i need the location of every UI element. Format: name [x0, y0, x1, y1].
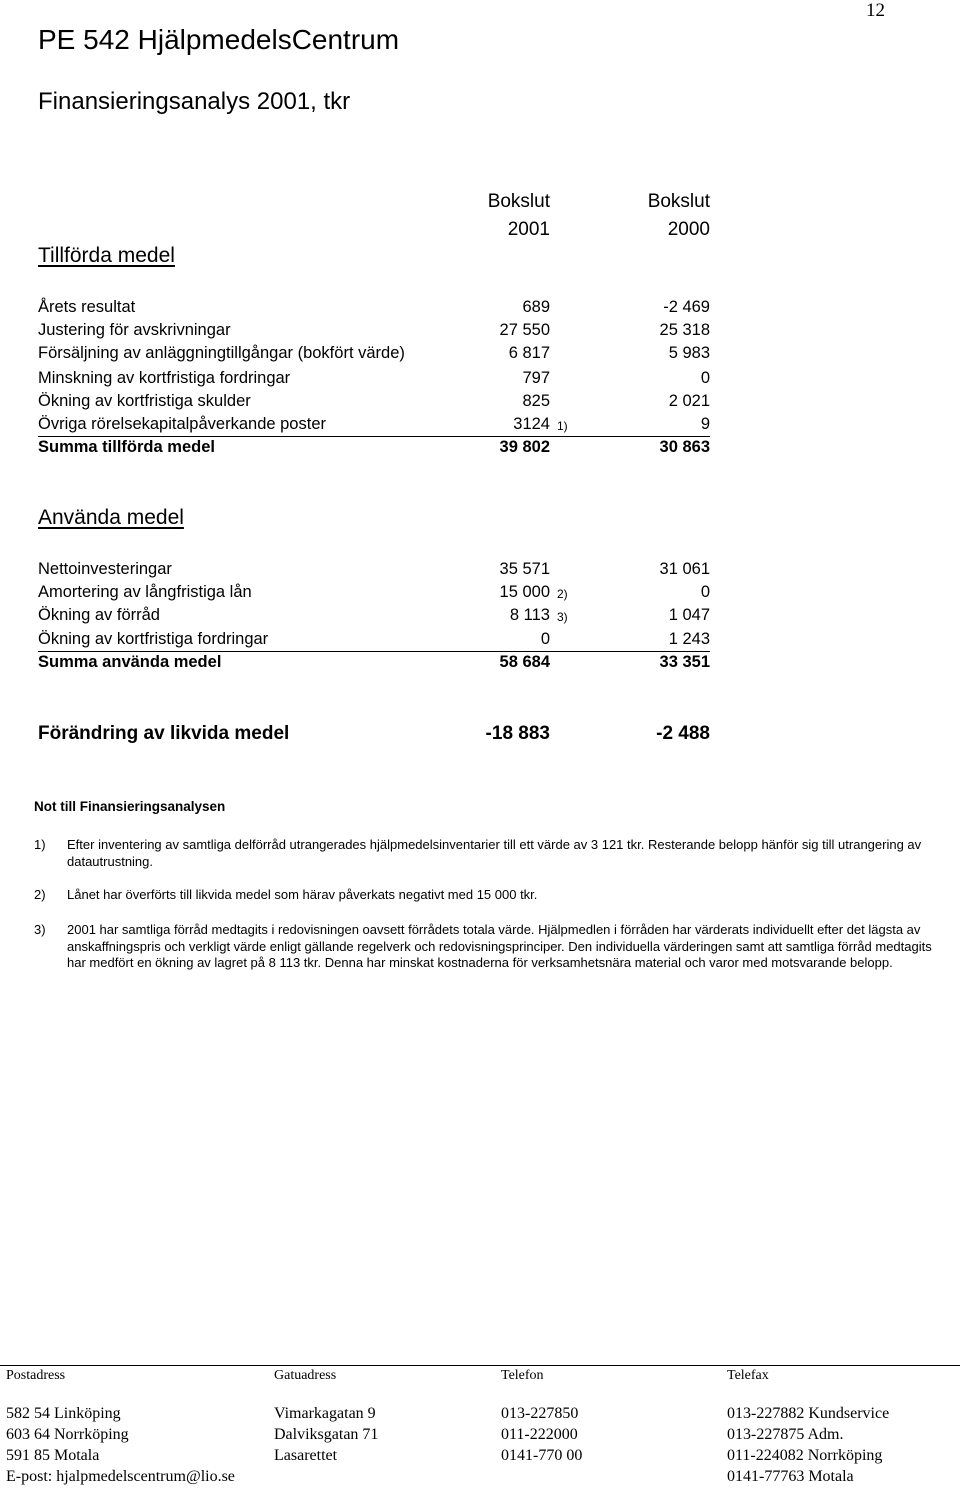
- note-text: Lånet har överförts till likvida medel som härav påverkats negativt med 15 000 tkr.: [67, 887, 538, 902]
- change-row-label: Förändring av likvida medel: [38, 723, 290, 744]
- column-header-2001-line1: Bokslut: [487, 191, 550, 212]
- notes-title: Not till Finansieringsanalysen: [34, 799, 226, 814]
- footer-header-telefon: Telefon: [501, 1368, 544, 1383]
- footer-telefax: 011-224082 Norrköping: [727, 1447, 883, 1464]
- page-title: PE 542 HjälpmedelsCentrum: [38, 24, 400, 55]
- footer-header-gatuadress: Gatuadress: [274, 1368, 337, 1383]
- table-cell-2001: 8 113: [509, 606, 550, 624]
- table-cell-2000: -2 469: [663, 298, 710, 316]
- footer-gatuadress: Vimarkagatan 9: [274, 1405, 376, 1422]
- note-number: 2): [34, 887, 46, 902]
- footer-gatuadress: Dalviksgatan 71: [274, 1426, 379, 1443]
- table-row-label: Minskning av kortfristiga fordringar: [38, 369, 291, 387]
- sum-row-label: Summa tillförda medel: [38, 438, 215, 456]
- footnote-marker: 3): [557, 610, 568, 624]
- footer-postadress: 603 64 Norrköping: [6, 1426, 129, 1443]
- table-cell-2001: 27 550: [499, 321, 550, 339]
- sum-row-label: Summa använda medel: [38, 653, 222, 671]
- sum-cell-2001: 39 802: [499, 438, 550, 456]
- table-row-label: Ökning av förråd: [38, 606, 160, 624]
- sum-cell-2001: 58 684: [499, 653, 550, 671]
- footer-telefon: 011-222000: [501, 1426, 578, 1443]
- footer-header-telefax: Telefax: [727, 1368, 769, 1383]
- note-number: 3): [34, 922, 46, 937]
- table-cell-2001: 6 817: [508, 344, 550, 362]
- table-cell-2000: 0: [700, 369, 710, 387]
- table-row-label: Övriga rörelsekapitalpåverkande poster: [38, 415, 326, 433]
- table-row-label: Försäljning av anläggningtillgångar (bokfört värde): [38, 344, 405, 362]
- table-cell-2001: 689: [522, 298, 550, 316]
- sum-divider: [38, 436, 710, 437]
- footnote-marker: 2): [557, 587, 568, 601]
- table-row-label: Amortering av långfristiga lån: [38, 583, 252, 601]
- footer-header-postadress: Postadress: [6, 1368, 66, 1383]
- sum-divider: [38, 651, 710, 652]
- table-cell-2000: 9: [700, 415, 710, 433]
- note-text: Efter inventering av samtliga delförråd utrangerades hjälpmedelsinventarier till ett värde av 3 121 tkr. Resterande belopp hänför sig till utrangering av datautrustning.: [67, 837, 922, 869]
- sum-cell-2000: 33 351: [659, 653, 710, 671]
- table-cell-2000: 0: [700, 583, 710, 601]
- footer-gatuadress: Lasarettet: [274, 1447, 338, 1464]
- footer-email-link[interactable]: E-post: hjalpmedelscentrum@lio.se: [6, 1468, 235, 1485]
- table-row-label: Justering för avskrivningar: [38, 321, 231, 339]
- table-cell-2001: 35 571: [499, 560, 550, 578]
- table-cell-2000: 25 318: [659, 321, 710, 339]
- note-number: 1): [34, 837, 46, 852]
- footer-telefax: 0141-77763 Motala: [727, 1468, 854, 1485]
- page-subtitle: Finansieringsanalys 2001, tkr: [38, 88, 351, 115]
- column-header-2001-line2: 2001: [507, 219, 550, 240]
- footer-postadress: 582 54 Linköping: [6, 1405, 121, 1422]
- column-header-2000-line2: 2000: [667, 219, 710, 240]
- table-cell-2001: 797: [522, 369, 550, 387]
- table-cell-2000: 31 061: [659, 560, 710, 578]
- table-cell-2000: 2 021: [668, 392, 710, 410]
- table-row-label: Ökning av kortfristiga fordringar: [38, 630, 269, 648]
- table-cell-2000: 1 243: [668, 630, 710, 648]
- section-heading-tillforda: Tillförda medel: [38, 244, 175, 267]
- table-row-label: Årets resultat: [38, 298, 136, 316]
- table-cell-2000: 5 983: [668, 344, 710, 362]
- table-cell-2001: 825: [522, 392, 550, 410]
- page-number: 12: [866, 0, 885, 21]
- change-cell-2001: -18 883: [485, 723, 550, 744]
- section-heading-anvanda: Använda medel: [38, 506, 184, 529]
- table-cell-2000: 1 047: [668, 606, 710, 624]
- column-header-2000-line1: Bokslut: [647, 191, 710, 212]
- table-row-label: Nettoinvesteringar: [38, 560, 172, 578]
- footer-telefon: 0141-770 00: [501, 1447, 583, 1464]
- table-cell-2001: 0: [540, 630, 550, 648]
- footer-postadress: 591 85 Motala: [6, 1447, 100, 1464]
- footer-telefax: 013-227875 Adm.: [727, 1426, 844, 1443]
- footer-telefax: 013-227882 Kundservice: [727, 1405, 890, 1422]
- table-cell-2001: 3124: [513, 415, 550, 433]
- note-text: 2001 har samtliga förråd medtagits i redovisningen oavsett förrådets totala värde. Hjälpmedlen i förråden har värderats individuellt efter det lägsta av anskaffningspris och verkligt värde enligt gällande regelverk och redovisningsprinciper. Den individuella värderingen samt att samtliga förråd medtagits har medfört en ökning av lagret på 8 113 tkr. Denna har minskat kostnaderna för verksamhetsnära material och varor med motsvarande belopp.: [67, 922, 932, 970]
- table-cell-2001: 15 000: [499, 583, 550, 601]
- footnote-marker: 1): [557, 419, 568, 433]
- footer-divider: [0, 1365, 960, 1366]
- footer-telefon: 013-227850: [501, 1405, 579, 1422]
- sum-cell-2000: 30 863: [659, 438, 710, 456]
- change-cell-2000: -2 488: [656, 723, 710, 744]
- table-row-label: Ökning av kortfristiga skulder: [38, 392, 251, 410]
